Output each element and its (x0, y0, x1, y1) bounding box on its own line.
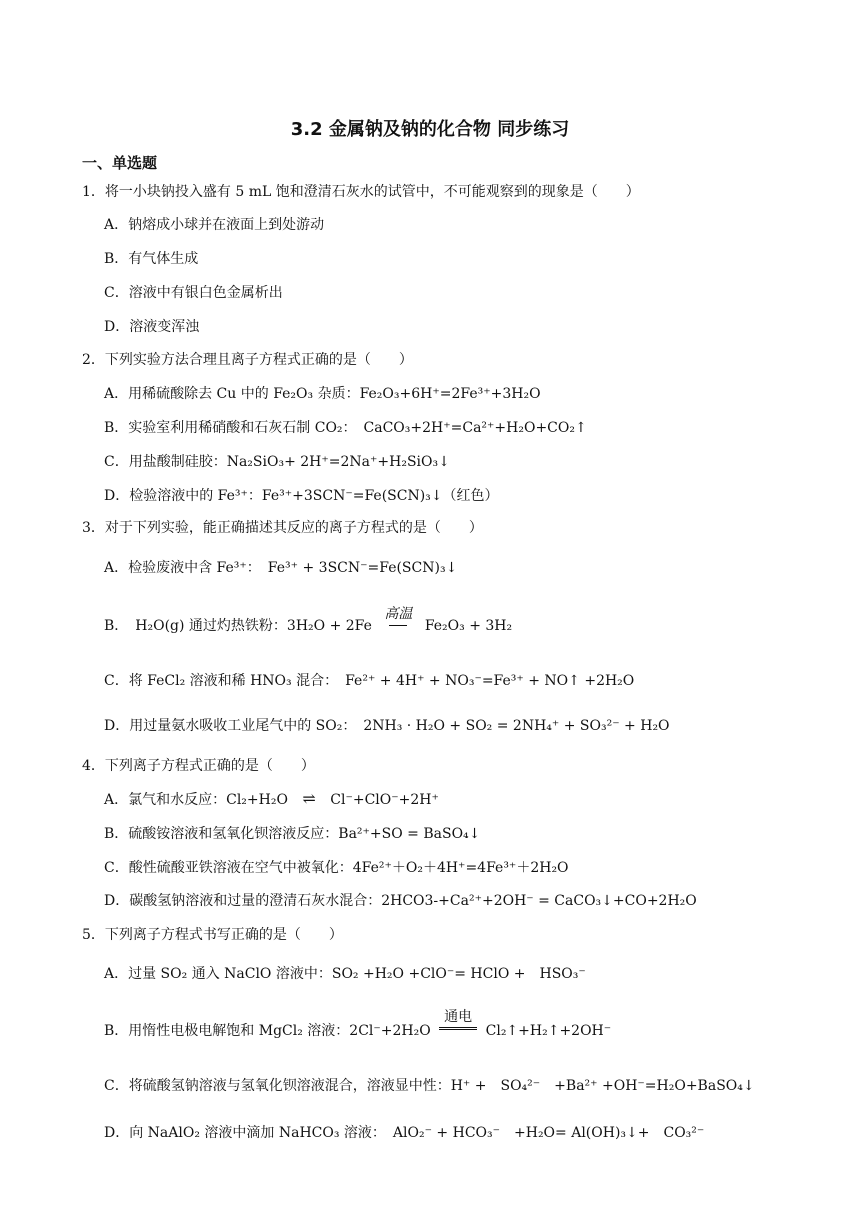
page-title: 3.2 金属钠及钠的化合物 同步练习 (290, 119, 570, 140)
question-4-stem: 4．下列离子方程式正确的是（ ） (82, 758, 315, 774)
question-3-option-c[interactable]: C．将 FeCl₂ 溶液和稀 HNO₃ 混合： Fe²⁺ + 4H⁺ + NO₃⁻=Fe³⁺ + NO↑ +2H₂O (104, 673, 635, 689)
question-4-option-b[interactable]: B．硫酸铵溶液和氢氧化钡溶液反应：Ba²⁺+SO = BaSO₄↓ (104, 826, 481, 842)
question-4-option-c[interactable]: C．酸性硫酸亚铁溶液在空气中被氧化：4Fe²⁺＋O₂＋4H⁺=4Fe³⁺＋2H₂O (104, 860, 569, 876)
electrolysis-arrow (439, 1006, 477, 1030)
question-1-option-a[interactable]: A．钠熔成小球并在液面上到处游动 (104, 217, 325, 233)
question-3-option-d[interactable]: D．用过量氨水吸收工业尾气中的 SO₂： 2NH₃ · H₂O + SO₂ = 2NH₄⁺ + SO₃²⁻ + H₂O (104, 718, 670, 734)
question-4-option-a[interactable] (104, 789, 439, 809)
question-5-option-b[interactable] (104, 1009, 612, 1044)
reaction-condition-arrow (384, 603, 412, 626)
electrolysis-condition-label: 通电 (444, 1009, 473, 1025)
reaction-condition-label: 高温 (384, 606, 413, 622)
section-heading: 一、单选题 (82, 154, 158, 172)
question-4-option-d[interactable]: D．碳酸氢钠溶液和过量的澄清石灰水混合：2HCO3-+Ca²⁺+2OH⁻ = CaCO₃↓+CO+2H₂O (104, 893, 697, 909)
question-4-option-a-right: Cl⁻+ClO⁻+2H⁺ (330, 792, 439, 808)
question-3-option-b[interactable] (104, 606, 513, 638)
question-3-option-b-left: B． H₂O(g) 通过灼热铁粉：3H₂O + 2Fe (104, 618, 372, 634)
question-1-option-d[interactable]: D．溶液变浑浊 (104, 319, 200, 335)
question-5-option-b-right: Cl₂↑+H₂↑+2OH⁻ (485, 1023, 612, 1039)
question-4-option-a-left: A．氯气和水反应：Cl₂+H₂O (104, 792, 288, 808)
question-5-option-b-left: B．用惰性电极电解饱和 MgCl₂ 溶液：2Cl⁻+2H₂O (104, 1023, 431, 1039)
electrolysis-arrow-line (439, 1027, 477, 1030)
question-3-stem: 3．对于下列实验，能正确描述其反应的离子方程式的是（ ） (82, 520, 483, 536)
question-5-option-d[interactable]: D．向 NaAlO₂ 溶液中滴加 NaHCO₃ 溶液： AlO₂⁻ + HCO₃⁻ +H₂O= Al(OH)₃↓+ CO₃²⁻ (104, 1125, 705, 1141)
question-2-stem: 2．下列实验方法合理且离子方程式正确的是（ ） (82, 352, 413, 368)
question-3-option-a[interactable]: A．检验废液中含 Fe³⁺： Fe³⁺ + 3SCN⁻=Fe(SCN)₃↓ (104, 560, 458, 576)
question-5-stem: 5．下列离子方程式书写正确的是（ ） (82, 927, 343, 943)
question-3-option-b-right: Fe₂O₃ + 3H₂ (424, 618, 513, 634)
question-2-option-d[interactable]: D．检验溶液中的 Fe³⁺：Fe³⁺+3SCN⁻=Fe(SCN)₃↓（红色） (104, 488, 499, 504)
question-1-stem: 1．将一小块钠投入盛有 5 mL 饱和澄清石灰水的试管中，不可能观察到的现象是（ ） (82, 184, 640, 200)
question-1-option-c[interactable]: C．溶液中有银白色金属析出 (104, 285, 283, 301)
question-2-option-b[interactable]: B．实验室利用稀硝酸和石灰石制 CO₂： CaCO₃+2H⁺=Ca²⁺+H₂O+CO₂↑ (104, 420, 587, 436)
reversible-arrow-icon: ⇌ (302, 789, 316, 808)
reaction-arrow-line (389, 625, 407, 626)
question-2-option-a[interactable]: A．用稀硫酸除去 Cu 中的 Fe₂O₃ 杂质：Fe₂O₃+6H⁺=2Fe³⁺+3H₂O (104, 386, 541, 402)
question-2-option-c[interactable]: C．用盐酸制硅胶：Na₂SiO₃+ 2H⁺=2Na⁺+H₂SiO₃↓ (104, 454, 450, 470)
question-5-option-a[interactable]: A．过量 SO₂ 通入 NaClO 溶液中：SO₂ +H₂O +ClO⁻= HClO + HSO₃⁻ (104, 966, 586, 982)
question-1-option-b[interactable]: B．有气体生成 (104, 251, 199, 267)
question-5-option-c[interactable]: C．将硫酸氢钠溶液与氢氧化钡溶液混合，溶液显中性：H⁺ + SO₄²⁻ +Ba²⁺ +OH⁻=H₂O+BaSO₄↓ (104, 1078, 755, 1094)
